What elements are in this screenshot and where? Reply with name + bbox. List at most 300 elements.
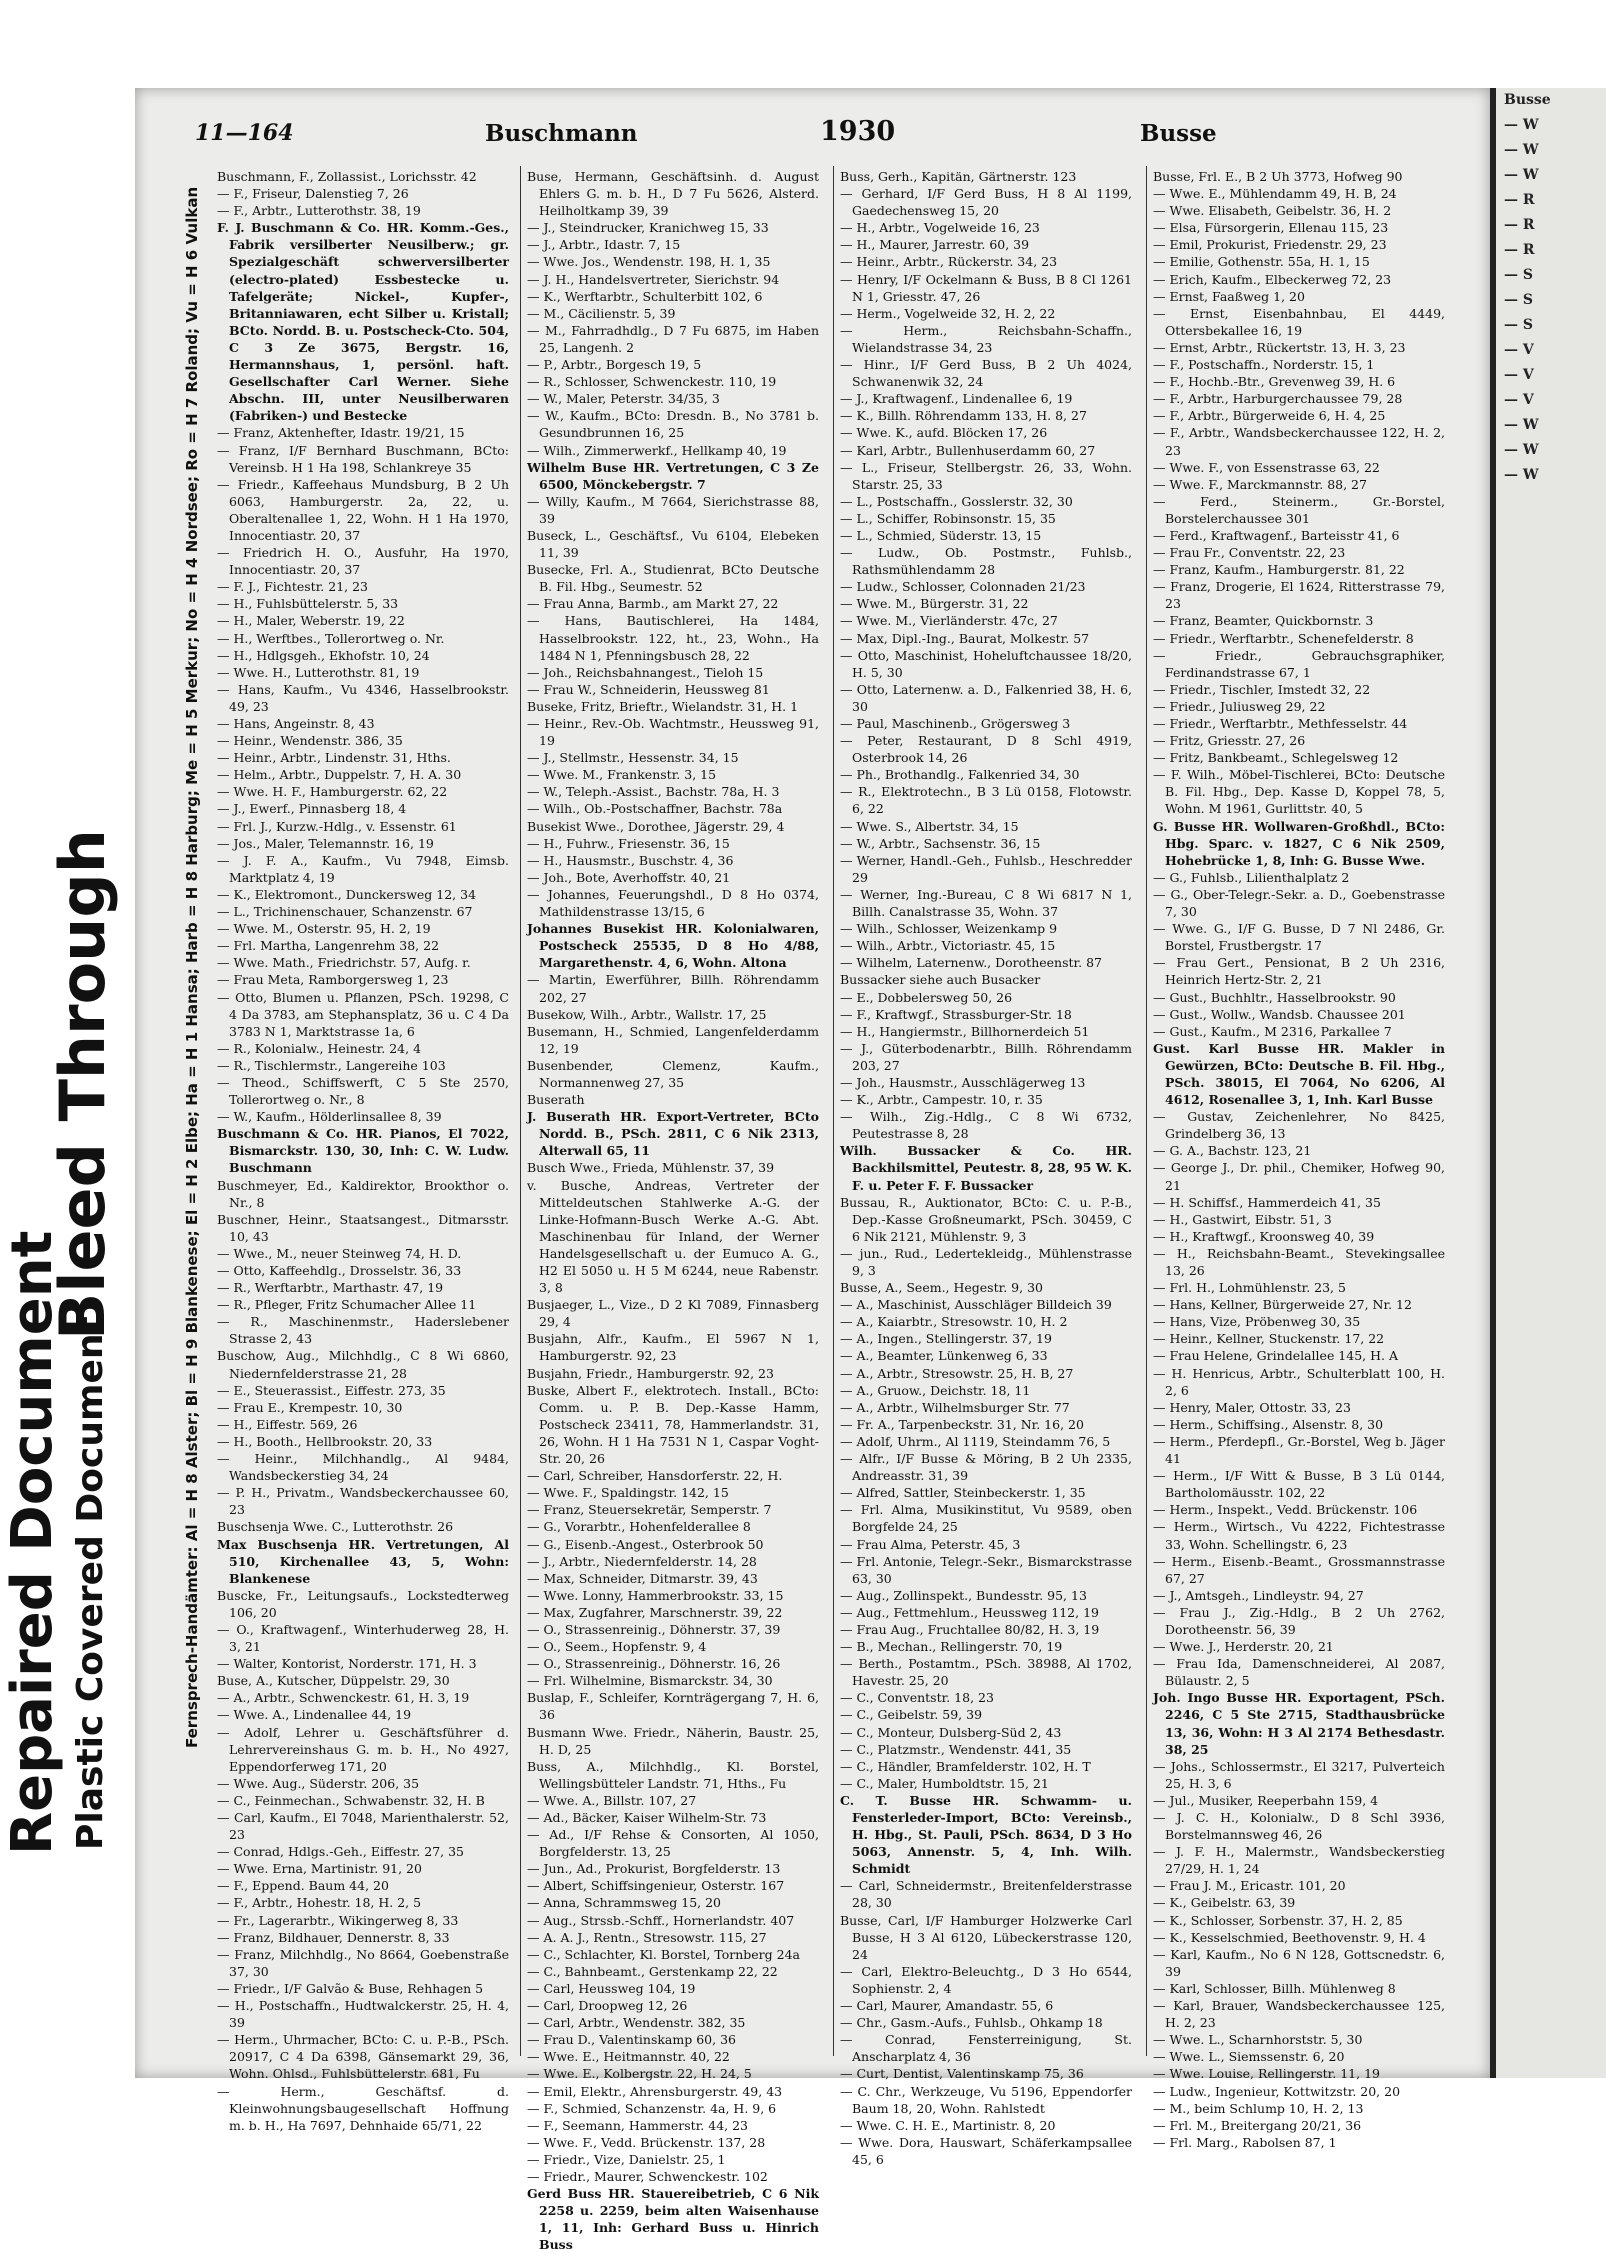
adjacent-page-fragment: — W xyxy=(1504,167,1539,183)
adjacent-page-fragment: — S xyxy=(1504,292,1533,308)
directory-entry: — Frau Fr., Conventstr. 22, 23 xyxy=(1153,545,1346,561)
directory-entry: Busmann Wwe. Friedr., Näherin, Baustr. 25, H. D, 25 xyxy=(527,1724,819,1757)
directory-entry: — Wwe. S., Albertstr. 34, 15 xyxy=(840,818,1019,834)
directory-entry: — Karl, Arbtr., Bullenhuserdamm 60, 27 xyxy=(840,442,1096,458)
directory-entry: G. Busse HR. Wollwaren-Großhdl., BCto: Hbg. Sparc. v. 1827, C 6 Nik 2509, Hohebrücke 1, 8, Inh: G. Busse Wwe. xyxy=(1153,818,1445,868)
directory-entry: — W., Arbtr., Sachsenstr. 36, 15 xyxy=(840,835,1041,851)
directory-entry: — C., Monteur, Dulsberg-Süd 2, 43 xyxy=(840,1724,1062,1740)
directory-entry: Busse, A., Seem., Hegestr. 9, 30 xyxy=(840,1280,1043,1296)
directory-entry: — Carl, Arbtr., Wendenstr. 382, 35 xyxy=(527,2015,746,2031)
directory-entry: — Wilh., Zimmerwerkf., Hellkamp 40, 19 xyxy=(527,442,787,458)
directory-entry: — A., Gruow., Deichstr. 18, 11 xyxy=(840,1382,1031,1398)
directory-entry: — H. Schiffsf., Hammerdeich 41, 35 xyxy=(1153,1194,1381,1210)
directory-entry: Busekist Wwe., Dorothee, Jägerstr. 29, 4 xyxy=(527,818,785,834)
directory-entry: — R., Kolonialw., Heinestr. 24, 4 xyxy=(217,1040,422,1056)
directory-entry: Gerd Buss HR. Stauereibetrieb, C 6 Nik 2258 u. 2259, beim alten Waisenhause 1, 11, Inh: Gerhard Buss u. Hinrich Buss xyxy=(527,2186,819,2253)
directory-entry: — Hans, Kaufm., Vu 4346, Hasselbrookstr. 49, 23 xyxy=(217,681,509,714)
directory-entry: — C. Chr., Werkzeuge, Vu 5196, Eppendorfer Baum 18, 20, Wohn. Rahlstedt xyxy=(840,2083,1132,2116)
directory-entry: — Herm., Reichsbahn-Schaffn., Wielandstrasse 34, 23 xyxy=(840,322,1132,355)
adjacent-page-fragment: — W xyxy=(1504,142,1539,158)
directory-entry: — Albert, Schiffsingenieur, Osterstr. 167 xyxy=(527,1878,785,1894)
directory-entry: — Heinr., Arbtr., Lindenstr. 31, Hths. xyxy=(217,750,451,766)
directory-entry: — Ph., Brothandlg., Falkenried 34, 30 xyxy=(840,767,1080,783)
directory-entry: — Emil, Prokurist, Friedenstr. 29, 23 xyxy=(1153,237,1387,253)
directory-entry: — Wwe. J., Herderstr. 20, 21 xyxy=(1153,1639,1334,1655)
directory-entry: — Wilhelm, Laternenw., Dorotheenstr. 87 xyxy=(840,955,1102,971)
directory-entry: — Hans, Bautischlerei, Ha 1484, Hasselbrookstr. 122, ht., 23, Wohn., Ha 1484 N 1, Pfenningsbusch 28, 22 xyxy=(527,613,819,663)
directory-entry: — Fr., Lagerarbtr., Wikingerweg 8, 33 xyxy=(217,1912,459,1928)
directory-entry: — Ernst, Eisenbahnbau, El 4449, Ottersbekallee 16, 19 xyxy=(1153,305,1445,338)
directory-entry: Buschow, Aug., Milchhdlg., C 8 Wi 6860, Niedernfelderstrasse 21, 28 xyxy=(217,1348,509,1381)
directory-entry: — Elsa, Fürsorgerin, Ellenau 115, 23 xyxy=(1153,220,1389,236)
directory-entry: — G., Eisenb.-Angest., Osterbrook 50 xyxy=(527,1536,764,1552)
directory-entry: — W., Kaufm., Hölderlinsallee 8, 39 xyxy=(217,1109,442,1125)
directory-entry: — Wwe. C. H. E., Martinistr. 8, 20 xyxy=(840,2117,1056,2133)
page-number: 11—164 xyxy=(195,120,294,146)
directory-entry: — A., Arbtr., Stresowstr. 25, H. B, 27 xyxy=(840,1365,1074,1381)
directory-entry: — Karl, Kaufm., No 6 N 128, Gottscnedstr. 6, 39 xyxy=(1153,1946,1445,1979)
directory-entry: — Gust., Wollw., Wandsb. Chaussee 201 xyxy=(1153,1006,1406,1022)
directory-entry: — Alfr., I/F Busse & Möring, B 2 Uh 2335, Andreasstr. 31, 39 xyxy=(840,1451,1132,1484)
directory-entry: — Frau J., Zig.-Hdlg., B 2 Uh 2762, Dorotheenstr. 56, 39 xyxy=(1153,1604,1445,1637)
directory-entry: — Ferd., Steinerm., Gr.-Borstel, Borstelerchaussee 301 xyxy=(1153,493,1445,526)
directory-entry: — Chr., Gasm.-Aufs., Fuhlsb., Ohkamp 18 xyxy=(840,2015,1103,2031)
directory-entry: — W., Kaufm., BCto: Dresdn. B., No 3781 b. Gesundbrunnen 16, 25 xyxy=(527,408,819,441)
directory-entry: — F., Arbtr., Hohestr. 18, H. 2, 5 xyxy=(217,1895,422,1911)
directory-entry: — Heinr., Wendenstr. 386, 35 xyxy=(217,733,403,749)
directory-entry: — R., Schlosser, Schwenckestr. 110, 19 xyxy=(527,374,777,390)
directory-entry: — Wwe. Dora, Hauswart, Schäferkampsallee 45, 6 xyxy=(840,2134,1132,2167)
directory-entry: — Karl, Brauer, Wandsbeckerchaussee 125, H. 2, 23 xyxy=(1153,1998,1445,2031)
directory-entry: — Aug., Zollinspekt., Bundesstr. 95, 13 xyxy=(840,1587,1087,1603)
directory-entry: — Fritz, Griesstr. 27, 26 xyxy=(1153,733,1306,749)
directory-entry: — L., Trichinenschauer, Schanzenstr. 67 xyxy=(217,904,473,920)
directory-entry: — Herm., Uhrmacher, BCto: C. u. P.-B., PSch. 20917, C 4 Da 6398, Gänsemarkt 29, 36, Wohn. Ohlsd., Fuhlsbüttelerstr. 681, Fu xyxy=(217,2032,509,2082)
directory-entry: — Wwe. Jos., Wendenstr. 198, H. 1, 35 xyxy=(527,254,771,270)
directory-entry: — Frau D., Valentinskamp 60, 36 xyxy=(527,2032,736,2048)
directory-entry: — Max, Schneider, Ditmarstr. 39, 43 xyxy=(527,1570,758,1586)
telephone-exchange-legend-text: Fernsprech-Handämter: Al = H 8 Alster; Bl = H 9 Blankenese; El = H 2 Elbe; Ha = H 1 Hansa; Harb = H 8 Harburg; Me = H 5 Merkur; No = H 4 Nordsee; Ro = H 7 Roland; Vu = H 6 Vulkan xyxy=(183,186,201,1748)
directory-entry: — L., Schiffer, Robinsonstr. 15, 35 xyxy=(840,510,1056,526)
directory-entry: — Wwe. A., Billstr. 107, 27 xyxy=(527,1792,697,1808)
directory-entry: — Frau J. M., Ericastr. 101, 20 xyxy=(1153,1878,1346,1894)
directory-entry: Buss, A., Milchhdlg., Kl. Borstel, Wellingsbütteler Landstr. 71, Hths., Fu xyxy=(527,1758,819,1791)
directory-entry: Busjaeger, L., Vize., D 2 Kl 7089, Finnasberg 29, 4 xyxy=(527,1297,819,1330)
directory-entry: Buscke, Fr., Leitungsaufs., Lockstedterweg 106, 20 xyxy=(217,1587,509,1620)
directory-entry: — Emil, Elektr., Ahrensburgerstr. 49, 43 xyxy=(527,2083,783,2099)
directory-entry: — Gustav, Zeichenlehrer, No 8425, Grindelberg 36, 13 xyxy=(1153,1109,1445,1142)
directory-entry: Busjahn, Friedr., Hamburgerstr. 92, 23 xyxy=(527,1365,774,1381)
directory-entry: — Wwe. L., Scharnhorststr. 5, 30 xyxy=(1153,2032,1363,2048)
directory-entry: — F., Seemann, Hammerstr. 44, 23 xyxy=(527,2117,749,2133)
directory-entry: — H., Werftbes., Tollerortweg o. Nr. xyxy=(217,630,445,646)
directory-entry: — Otto, Kaffeehdlg., Drosselstr. 36, 33 xyxy=(217,1263,462,1278)
directory-entry: — L., Schmied, Süderstr. 13, 15 xyxy=(840,527,1042,543)
directory-entry: Busecke, Frl. A., Studienrat, BCto Deutsche B. Fil. Hbg., Seumestr. 52 xyxy=(527,562,819,595)
directory-entry: — H., Arbtr., Vogelweide 16, 23 xyxy=(840,220,1040,236)
directory-entry: — Friedr., Kaffeehaus Mundsburg, B 2 Uh 6063, Hamburgerstr. 2a, 22, u. Oberaltenallee 1, 22, Wohn. H 1 Ha 1970, Innocentiastr. 20, 37 xyxy=(217,476,509,543)
directory-entry: — H., Booth., Hellbrookstr. 20, 33 xyxy=(217,1433,433,1449)
directory-entry: — Carl, Droopweg 12, 26 xyxy=(527,1998,688,2014)
directory-entry: — Conrad, Fensterreinigung, St. Anscharplatz 4, 36 xyxy=(840,2032,1132,2065)
directory-entry: Wilh. Bussacker & Co. HR. Backhilsmittel, Peutestr. 8, 28, 95 W. K. F. u. Peter F. F. Bussacker xyxy=(840,1143,1132,1193)
directory-entry: — Helm., Arbtr., Duppelstr. 7, H. A. 30 xyxy=(217,767,462,783)
directory-entry: — Heinr., Arbtr., Rückerstr. 34, 23 xyxy=(840,254,1058,270)
directory-entry: Busch Wwe., Frieda, Mühlenstr. 37, 39 xyxy=(527,1160,775,1176)
directory-entry: — Frau Anna, Barmb., am Markt 27, 22 xyxy=(527,596,779,612)
directory-entry: Busenbender, Clemenz, Kaufm., Normannenweg 27, 35 xyxy=(527,1057,819,1090)
directory-entry: Buschmann & Co. HR. Pianos, El 7022, Bismarckstr. 130, 30, Inh: C. W. Ludw. Buschmann xyxy=(217,1126,509,1176)
directory-entry: — Wwe. A., Lindenallee 44, 19 xyxy=(217,1707,412,1723)
adjacent-page-fragment: — W xyxy=(1504,117,1539,133)
directory-entry: — Carl, Maurer, Amandastr. 55, 6 xyxy=(840,1998,1054,2014)
directory-entry: — A., Kaiarbtr., Stresowstr. 10, H. 2 xyxy=(840,1314,1068,1330)
directory-entry: — Friedr., Vize, Danielstr. 25, 1 xyxy=(527,2151,726,2167)
directory-entry: — Otto, Maschinist, Hoheluftchaussee 18/20, H. 5, 30 xyxy=(840,647,1132,680)
directory-entry: — H., Maurer, Jarrestr. 60, 39 xyxy=(840,237,1030,253)
directory-entry: — F., Arbtr., Harburgerchaussee 79, 28 xyxy=(1153,391,1403,407)
directory-entry: — Ernst, Arbtr., Rückertstr. 13, H. 3, 23 xyxy=(1153,339,1406,355)
directory-entry: — Hans, Vize, Pröbenweg 30, 35 xyxy=(1153,1314,1361,1330)
directory-entry: — A., Arbtr., Wilhelmsburger Str. 77 xyxy=(840,1399,1070,1415)
directory-entry: — Wilh., Zig.-Hdlg., C 8 Wi 6732, Peutestrasse 8, 28 xyxy=(840,1109,1132,1142)
directory-entry: — P. H., Privatm., Wandsbeckerchaussee 60, 23 xyxy=(217,1485,509,1518)
directory-entry: — Herm., Wirtsch., Vu 4222, Fichtestrasse 33, Wohn. Schellingstr. 6, 23 xyxy=(1153,1519,1445,1552)
directory-entry: — Wwe. H., Lutterothstr. 81, 19 xyxy=(217,664,420,680)
directory-entry: Bussacker siehe auch Busacker xyxy=(840,972,1041,988)
directory-entry: — Gerhard, I/F Gerd Buss, H 8 Al 1199, Gaedechensweg 15, 20 xyxy=(840,186,1132,219)
directory-entry: — Hans, Kellner, Bürgerweide 27, Nr. 12 xyxy=(1153,1297,1412,1313)
directory-entry: — Frau E., Krempestr. 10, 30 xyxy=(217,1399,403,1415)
directory-entry: — Wwe. H. F., Hamburgerstr. 62, 22 xyxy=(217,784,448,800)
directory-entry: — H., Maler, Weberstr. 19, 22 xyxy=(217,613,405,629)
directory-entry: — Emilie, Gothenstr. 55a, H. 1, 15 xyxy=(1153,254,1370,270)
margin-note-bleed-through: Bleed Through xyxy=(46,829,119,1340)
directory-entry: — Werner, Handl.-Geh., Fuhlsb., Heschredder 29 xyxy=(840,852,1132,885)
directory-entry: — Wwe. F., Spaldingstr. 142, 15 xyxy=(527,1485,729,1501)
directory-entry: — F. J., Fichtestr. 21, 23 xyxy=(217,579,368,595)
directory-entry: — Wwe. Erna, Martinistr. 91, 20 xyxy=(217,1861,422,1877)
directory-entry: — Otto, Laternenw. a. D., Falkenried 38, H. 6, 30 xyxy=(840,681,1132,714)
directory-entry: — Wwe. M., Osterstr. 95, H. 2, 19 xyxy=(217,921,431,937)
directory-entry: — C., Maler, Humboldtstr. 15, 21 xyxy=(840,1775,1049,1791)
directory-entry: — jun., Rud., Ledertekleidg., Mühlenstrasse 9, 3 xyxy=(840,1245,1132,1278)
directory-entry: — C., Platzmstr., Wendenstr. 441, 35 xyxy=(840,1741,1072,1757)
directory-entry: — E., Dobbelersweg 50, 26 xyxy=(840,989,1013,1005)
directory-entry: Buseck, L., Geschäftsf., Vu 6104, Elebeken 11, 39 xyxy=(527,527,819,561)
directory-entry: — Wwe. Lonny, Hammerbrookstr. 33, 15 xyxy=(527,1587,784,1603)
directory-entry: — Frau Alma, Peterstr. 45, 3 xyxy=(840,1536,1021,1552)
adjacent-page-fragment: — W xyxy=(1504,442,1539,458)
directory-entry: — Max, Dipl.-Ing., Baurat, Molkestr. 57 xyxy=(840,630,1090,646)
directory-entry: — Franz, Steuersekretär, Semperstr. 7 xyxy=(527,1502,772,1518)
directory-entry: — Wwe. Aug., Süderstr. 206, 35 xyxy=(217,1775,420,1791)
directory-entry: — F., Hochb.-Btr., Grevenweg 39, H. 6 xyxy=(1153,374,1396,390)
directory-entry: — Franz, Kaufm., Hamburgerstr. 81, 22 xyxy=(1153,562,1405,578)
directory-entry: — F., Eppend. Baum 44, 20 xyxy=(217,1878,389,1894)
directory-entry: — Friedr., Werftarbtr., Schenefelderstr. 8 xyxy=(1153,630,1414,646)
directory-entry: — H., Hdlgsgeh., Ekhofstr. 10, 24 xyxy=(217,647,430,663)
column-rule xyxy=(520,166,521,2056)
directory-entry: — H., Fuhlsbüttelerstr. 5, 33 xyxy=(217,596,399,612)
directory-entry: — H., Reichsbahn-Beamt., Stevekingsallee 13, 26 xyxy=(1153,1245,1445,1278)
directory-entry: — R., Werftarbtr., Marthastr. 47, 19 xyxy=(217,1280,444,1296)
directory-entry: — Aug., Strssb.-Schff., Hornerlandstr. 407 xyxy=(527,1912,795,1928)
directory-entry: — Wwe. Elisabeth, Geibelstr. 36, H. 2 xyxy=(1153,203,1392,219)
directory-entry: — Otto, Blumen u. Pflanzen, PSch. 19298, C 4 Da 3783, am Stephansplatz, 36 u. C 4 Da 3783 N 1, Marktstrasse 1a, 6 xyxy=(217,989,509,1039)
directory-entry: — A., Arbtr., Schwenckestr. 61, H. 3, 19 xyxy=(217,1690,470,1706)
directory-entry: — K., Werftarbtr., Schulterbitt 102, 6 xyxy=(527,288,763,304)
directory-entry: — E., Steuerassist., Eiffestr. 273, 35 xyxy=(217,1382,446,1398)
directory-entry: — Heinr., Kellner, Stuckenstr. 17, 22 xyxy=(1153,1331,1385,1347)
directory-entry: — George J., Dr. phil., Chemiker, Hofweg 90, 21 xyxy=(1153,1160,1445,1193)
header-year: 1930 xyxy=(820,116,896,147)
adjacent-page-fragment: Busse xyxy=(1504,92,1551,108)
directory-entry: — Jul., Musiker, Reeperbahn 159, 4 xyxy=(1153,1792,1379,1808)
adjacent-page-fragment: — V xyxy=(1504,367,1534,383)
directory-entry: Buschmann, F., Zollassist., Lorichsstr. 42 xyxy=(217,169,477,184)
directory-entry: Buserath xyxy=(527,1092,585,1108)
directory-entry: — Wwe. M., Bürgerstr. 31, 22 xyxy=(840,596,1029,612)
directory-entry: — J. F. H., Malermstr., Wandsbeckerstieg 27/29, H. 1, 24 xyxy=(1153,1844,1445,1877)
directory-entry: — Ad., I/F Rehse & Consorten, Al 1050, Borgfelderstr. 13, 25 xyxy=(527,1827,819,1860)
directory-entry: Buse, Hermann, Geschäftsinh. d. August Ehlers G. m. b. H., D 7 Fu 5626, Alsterd. Heilholtkamp 39, 39 xyxy=(527,169,819,219)
directory-entry: — Wwe. E., Kolbergstr. 22, H. 24, 5 xyxy=(527,2066,752,2082)
directory-entry: — K., Elektromont., Dunckersweg 12, 34 xyxy=(217,886,477,902)
directory-entry: — R., Pfleger, Fritz Schumacher Allee 11 xyxy=(217,1297,477,1313)
directory-entry: — C., Händler, Bramfelderstr. 102, H. T xyxy=(840,1758,1091,1774)
directory-entry: — C., Geibelstr. 59, 39 xyxy=(840,1707,983,1723)
directory-entry: Busekow, Wilh., Arbtr., Wallstr. 17, 25 xyxy=(527,1006,767,1022)
directory-entry: Joh. Ingo Busse HR. Exportagent, PSch. 2246, C 5 Ste 2715, Stadthausbrücke 13, 36, Wohn: H 3 Al 2174 Bethesdastr. 38, 25 xyxy=(1153,1690,1445,1757)
directory-entry: — Wwe., M., neuer Steinweg 74, H. D. xyxy=(217,1245,462,1261)
directory-entry: — Wwe. K., aufd. Blöcken 17, 26 xyxy=(840,425,1048,441)
directory-entry: Johannes Busekist HR. Kolonialwaren, Postscheck 25535, D 8 Ho 4/88, Margarethenstr. 4, 6, Wohn. Altona xyxy=(527,921,819,971)
directory-entry: — Max, Zugfahrer, Marschnerstr. 39, 22 xyxy=(527,1604,783,1620)
directory-entry: — J., Kraftwagenf., Lindenallee 6, 19 xyxy=(840,391,1073,407)
directory-entry: — Joh., Bote, Averhoffstr. 40, 21 xyxy=(527,869,731,885)
directory-entry: — Wwe. Math., Friedrichstr. 57, Aufg. r. xyxy=(217,955,471,971)
directory-entry: — G., Vorarbtr., Hohenfelderallee 8 xyxy=(527,1519,751,1535)
directory-entry: — Gust., Buchhltr., Hasselbrookstr. 90 xyxy=(1153,989,1396,1005)
adjacent-page-fragment: — W xyxy=(1504,467,1539,483)
directory-entry: — Aug., Fettmehlum., Heussweg 112, 19 xyxy=(840,1604,1099,1620)
directory-entry: Busjahn, Alfr., Kaufm., El 5967 N 1, Hamburgerstr. 92, 23 xyxy=(527,1331,819,1364)
directory-entry: Bussau, R., Auktionator, BCto: C. u. P.-B., Dep.-Kasse Großneumarkt, PSch. 30459, C 6 Nik 2121, Mühlenstr. 9, 3 xyxy=(840,1194,1132,1244)
directory-entry: — Wilh., Ob.-Postschaffner, Bachstr. 78a xyxy=(527,801,783,817)
page-header xyxy=(195,116,1275,156)
directory-entry: — Jos., Maler, Telemannstr. 16, 19 xyxy=(217,835,434,851)
margin-note-repaired: Repaired Document xyxy=(0,1230,65,1855)
header-last-name: Busse xyxy=(1140,120,1217,147)
directory-entry: — W., Maler, Peterstr. 34/35, 3 xyxy=(527,391,720,407)
directory-entry: — Conrad, Hdlgs.-Geh., Eiffestr. 27, 35 xyxy=(217,1844,465,1860)
directory-entry: — Karl, Schlosser, Billh. Mühlenweg 8 xyxy=(1153,1980,1396,1996)
directory-entry: — Herm., Eisenb.-Beamt., Grossmannstrasse 67, 27 xyxy=(1153,1553,1445,1586)
directory-entry: — Wilh., Schlosser, Weizenkamp 9 xyxy=(840,921,1058,937)
directory-entry: — F., Friseur, Dalenstieg 7, 26 xyxy=(217,186,409,202)
directory-entry: — Carl, Heussweg 104, 19 xyxy=(527,1980,696,1996)
directory-entry: — Friedr., Tischler, Imstedt 32, 22 xyxy=(1153,681,1371,697)
directory-entry: Busse, Carl, I/F Hamburger Holzwerke Carl Busse, H 3 Al 6120, Lübeckerstrasse 120, 24 xyxy=(840,1912,1132,1962)
directory-entry: — J. F. A., Kaufm., Vu 7948, Eimsb. Marktplatz 4, 19 xyxy=(217,852,509,885)
directory-entry: — F., Arbtr., Wandsbeckerchaussee 122, H. 2, 23 xyxy=(1153,425,1445,458)
directory-entry: — C., Conventstr. 18, 23 xyxy=(840,1690,994,1706)
adjacent-page-fragment: — S xyxy=(1504,317,1533,333)
directory-entry: Buschsenja Wwe. C., Lutterothstr. 26 xyxy=(217,1519,454,1535)
directory-entry: — Carl, Kaufm., El 7048, Marienthalerstr. 52, 23 xyxy=(217,1810,509,1843)
directory-entry: — Frl. Marg., Rabolsen 87, 1 xyxy=(1153,2134,1337,2150)
column-rule xyxy=(1146,166,1147,2056)
directory-entry: — H., Eiffestr. 569, 26 xyxy=(217,1416,358,1432)
directory-entry: — C., Feinmechan., Schwabenstr. 32, H. B xyxy=(217,1792,485,1808)
directory-entry: — G. A., Bachstr. 123, 21 xyxy=(1153,1143,1312,1159)
directory-entry: — Curt, Dentist, Valentinskamp 75, 36 xyxy=(840,2066,1084,2082)
directory-entry: — Wwe. E., Mühlendamm 49, H. B, 24 xyxy=(1153,186,1397,202)
directory-entry: v. Busche, Andreas, Vertreter der Mitteldeutschen Stahlwerke A.-G. der Linke-Hofmann-Busch Werke A.-G. Abt. Maschinenbau für Inland, der Werner Handelsgesellschaft u. der Eumuco A. G., H2 El 5050 u. H 5 M 6244, neue Rabenstr. 3, 8 xyxy=(527,1177,819,1296)
telephone-exchange-legend xyxy=(183,186,211,1748)
directory-entry: Buss, Gerh., Kapitän, Gärtnerstr. 123 xyxy=(840,169,1077,184)
directory-entry: — Frau W., Schneiderin, Heussweg 81 xyxy=(527,681,770,697)
directory-entry: — Joh., Hausmstr., Ausschlägerweg 13 xyxy=(840,1074,1086,1090)
directory-entry: — Herm., Schiffsing., Alsenstr. 8, 30 xyxy=(1153,1416,1384,1432)
directory-column-3 xyxy=(840,168,1132,2167)
directory-entry: — Martin, Ewerführer, Billh. Röhrendamm 202, 27 xyxy=(527,972,819,1005)
directory-entry: — F., Arbtr., Bürgerweide 6, H. 4, 25 xyxy=(1153,408,1386,424)
adjacent-page-fragment: — R xyxy=(1504,192,1535,208)
directory-entry: — Frl. Wilhelmine, Bismarckstr. 34, 30 xyxy=(527,1673,773,1689)
directory-entry: — Carl, Schreiber, Hansdorferstr. 22, H. xyxy=(527,1468,783,1484)
directory-entry: Max Buschsenja HR. Vertretungen, Al 510, Kirchenallee 43, 5, Wohn: Blankenese xyxy=(217,1536,509,1586)
directory-entry: — O., Kraftwagenf., Winterhuderweg 28, H. 3, 21 xyxy=(217,1621,509,1655)
directory-entry: — J., Arbtr., Idastr. 7, 15 xyxy=(527,237,681,253)
directory-entry: — Franz, Aktenhefter, Idastr. 19/21, 15 xyxy=(217,425,465,441)
directory-entry: — Frl. Martha, Langenrehm 38, 22 xyxy=(217,938,440,954)
adjacent-page-fragment: — V xyxy=(1504,342,1534,358)
directory-entry: — Ludw., Ob. Postmstr., Fuhlsb., Rathsmühlendamm 28 xyxy=(840,545,1132,578)
directory-entry: — P., Arbtr., Borgesch 19, 5 xyxy=(527,357,702,373)
directory-entry: — H., Postschaffn., Hudtwalckerstr. 25, H. 4, 39 xyxy=(217,1998,509,2031)
directory-entry: Wilhelm Buse HR. Vertretungen, C 3 Ze 6500, Mönckebergstr. 7 xyxy=(527,459,819,492)
directory-entry: — Friedr., Werftarbtr., Methfesselstr. 44 xyxy=(1153,716,1408,731)
adjacent-page-fragment: — W xyxy=(1504,417,1539,433)
directory-entry: — Friedr., I/F Galvão & Buse, Rehhagen 5 xyxy=(217,1980,484,1996)
directory-entry: — Wwe. F., von Essenstrasse 63, 22 xyxy=(1153,459,1380,475)
directory-entry: — Frl. Alma, Musikinstitut, Vu 9589, oben Borgfelde 24, 25 xyxy=(840,1502,1132,1535)
directory-entry: — Fritz, Bankbeamt., Schlegelsweg 12 xyxy=(1153,750,1399,766)
directory-entry: — C., Bahnbeamt., Gerstenkamp 22, 22 xyxy=(527,1963,778,1979)
directory-entry: — Willy, Kaufm., M 7664, Sierichstrasse 88, 39 xyxy=(527,493,819,526)
directory-column-4 xyxy=(1153,168,1445,2150)
directory-entry: — Berth., Postamtm., PSch. 38988, Al 1702, Havestr. 25, 20 xyxy=(840,1656,1132,1689)
directory-entry: — Fr. A., Tarpenbeckstr. 31, Nr. 16, 20 xyxy=(840,1416,1084,1432)
directory-entry: — Frl. Antonie, Telegr.-Sekr., Bismarckstrasse 63, 30 xyxy=(840,1553,1132,1586)
adjacent-page-fragment: — R xyxy=(1504,217,1535,233)
directory-entry: — W., Teleph.-Assist., Bachstr. 78a, H. 3 xyxy=(527,784,780,800)
directory-entry: — Johannes, Feuerungshdl., D 8 Ho 0374, Mathildenstrasse 13/15, 6 xyxy=(527,886,819,920)
directory-entry: — R., Tischlermstr., Langereihe 103 xyxy=(217,1057,446,1073)
directory-entry: — Frau Aug., Fruchtallee 80/82, H. 3, 19 xyxy=(840,1621,1100,1637)
directory-entry: — Wilh., Arbtr., Victoriastr. 45, 15 xyxy=(840,938,1056,954)
directory-entry: — J., Ewerf., Pinnasberg 18, 4 xyxy=(217,801,407,817)
directory-entry: — Paul, Maschinenb., Grögersweg 3 xyxy=(840,716,1071,731)
directory-entry: C. T. Busse HR. Schwamm- u. Fensterleder-Import, BCto: Vereinsb., H. Hbg., St. Pauli, PSch. 8634, D 3 Ho 5063, Annenstr. 5, 4, Inh. Wilh. Schmidt xyxy=(840,1792,1132,1877)
directory-entry: — Wwe. L., Siemssenstr. 6, 20 xyxy=(1153,2049,1345,2065)
directory-entry: — Frau Helene, Grindelallee 145, H. A xyxy=(1153,1348,1398,1364)
directory-entry: — M., beim Schlump 10, H. 2, 13 xyxy=(1153,2100,1364,2116)
directory-entry: — G., Ober-Telegr.-Sekr. a. D., Goebenstrasse 7, 30 xyxy=(1153,886,1445,920)
directory-entry: — L., Friseur, Stellbergstr. 26, 33, Wohn. Starstr. 25, 33 xyxy=(840,459,1132,492)
directory-entry: — J., Güterbodenarbtr., Billh. Röhrendamm 203, 27 xyxy=(840,1040,1132,1073)
directory-entry: — Theod., Schiffswerft, C 5 Ste 2570, Tollerortweg o. Nr., 8 xyxy=(217,1074,509,1108)
directory-entry: — Ad., Bäcker, Kaiser Wilhelm-Str. 73 xyxy=(527,1810,767,1825)
directory-entry: — Hinr., I/F Gerd Buss, B 2 Uh 4024, Schwanenwik 32, 24 xyxy=(840,357,1132,390)
column-rule xyxy=(833,166,834,2056)
directory-column-1 xyxy=(217,168,509,2133)
directory-page xyxy=(135,88,1490,2253)
directory-entry: — Anna, Schrammsweg 15, 20 xyxy=(527,1895,721,1911)
directory-entry: — Friedr., Gebrauchsgraphiker, Ferdinandstrasse 67, 1 xyxy=(1153,647,1445,680)
directory-entry: — R., Elektrotechn., B 3 Lü 0158, Flotowstr. 6, 22 xyxy=(840,784,1132,817)
directory-entry: J. Buserath HR. Export-Vertreter, BCto Nordd. B., PSch. 2811, C 6 Nik 2313, Alterwall 65, 11 xyxy=(527,1109,819,1159)
directory-entry: — Frl. M., Breitergang 20/21, 36 xyxy=(1153,2117,1362,2133)
directory-entry: — Franz, Bildhauer, Dennerstr. 8, 33 xyxy=(217,1929,450,1945)
directory-entry: — J., Amtsgeh., Lindleystr. 94, 27 xyxy=(1153,1587,1364,1603)
directory-entry: — Friedrich H. O., Ausfuhr, Ha 1970, Innocentiastr. 20, 37 xyxy=(217,545,509,578)
directory-entry: — Heinr., Milchhandlg., Al 9484, Wandsbeckerstieg 34, 24 xyxy=(217,1451,509,1484)
directory-entry: — H., Hausmstr., Buschstr. 4, 36 xyxy=(527,852,734,868)
directory-entry: — B., Mechan., Rellingerstr. 70, 19 xyxy=(840,1639,1063,1655)
directory-entry: — H., Fuhrw., Friesenstr. 36, 15 xyxy=(527,835,730,851)
directory-entry: — Friedr., Juliusweg 29, 22 xyxy=(1153,698,1326,714)
directory-entry: — Wwe. F., Vedd. Brückenstr. 137, 28 xyxy=(527,2134,766,2150)
directory-entry: Buslap, F., Schleifer, Kornträgergang 7, H. 6, 36 xyxy=(527,1690,819,1723)
directory-entry: — K., Schlosser, Sorbenstr. 37, H. 2, 85 xyxy=(1153,1912,1403,1928)
directory-entry: — C., Schlachter, Kl. Borstel, Tornberg 24a xyxy=(527,1946,800,1962)
directory-entry: — H., Hangiermstr., Billhornerdeich 51 xyxy=(840,1023,1090,1039)
directory-entry: — F., Schmied, Schanzenstr. 4a, H. 9, 6 xyxy=(527,2100,777,2116)
directory-entry: — J., Arbtr., Niedernfelderstr. 14, 28 xyxy=(527,1553,757,1569)
directory-entry: — J., Stellmstr., Hessenstr. 34, 15 xyxy=(527,750,739,766)
directory-entry: — Carl, Schneidermstr., Breitenfelderstrasse 28, 30 xyxy=(840,1878,1132,1911)
directory-entry: — O., Seem., Hopfenstr. 9, 4 xyxy=(527,1639,707,1655)
directory-entry: — Gust., Kaufm., M 2316, Parkallee 7 xyxy=(1153,1023,1392,1039)
directory-entry: — Johs., Schlossermstr., El 3217, Pulverteich 25, H. 3, 6 xyxy=(1153,1758,1445,1791)
directory-entry: — L., Postschaffn., Gosslerstr. 32, 30 xyxy=(840,493,1073,509)
margin-note-plastic-covered: Plastic Covered Document xyxy=(70,1316,111,1850)
directory-entry: — J. C. H., Kolonialw., D 8 Schl 3936, Borstelmannsweg 46, 26 xyxy=(1153,1810,1445,1843)
directory-entry: — Frau Meta, Ramborgersweg 1, 23 xyxy=(217,972,449,988)
directory-entry: — Herm., Pferdepfl., Gr.-Borstel, Weg b. Jäger 41 xyxy=(1153,1433,1445,1467)
directory-entry: — K., Billh. Röhrendamm 133, H. 8, 27 xyxy=(840,408,1087,424)
directory-entry: — Adolf, Uhrm., Al 1119, Steindamm 76, 5 xyxy=(840,1433,1111,1449)
directory-entry: — Franz, I/F Bernhard Buschmann, BCto: Vereinsb. H 1 Ha 198, Schlankreye 35 xyxy=(217,442,509,475)
directory-entry: — M., Cäcilienstr. 5, 39 xyxy=(527,305,676,321)
directory-entry: — Herm., Inspekt., Vedd. Brückenstr. 106 xyxy=(1153,1502,1418,1518)
directory-entry: — A., Maschinist, Ausschläger Billdeich 39 xyxy=(840,1297,1112,1313)
directory-entry: — Frau Gert., Pensionat, B 2 Uh 2316, Heinrich Hertz-Str. 2, 21 xyxy=(1153,955,1445,988)
directory-entry: — M., Fahrradhdlg., D 7 Fu 6875, im Haben 25, Langenh. 2 xyxy=(527,322,819,355)
directory-entry: — Wwe. F., Marckmannstr. 88, 27 xyxy=(1153,476,1367,492)
directory-entry: — Frl. H., Lohmühlenstr. 23, 5 xyxy=(1153,1280,1346,1296)
directory-entry: — Heinr., Rev.-Ob. Wachtmstr., Heussweg 91, 19 xyxy=(527,716,819,749)
directory-entry: Buseke, Fritz, Brieftr., Wielandstr. 31, H. 1 xyxy=(527,698,799,714)
directory-entry: — Wwe. G., I/F G. Busse, D 7 Nl 2486, Gr. Borstel, Frustbergstr. 17 xyxy=(1153,921,1445,954)
directory-entry: Buschner, Heinr., Staatsangest., Ditmarsstr. 10, 43 xyxy=(217,1211,509,1244)
directory-entry: — Herm., I/F Witt & Busse, B 3 Lü 0144, Bartholomäusstr. 102, 22 xyxy=(1153,1468,1445,1501)
directory-entry: — K., Kesselschmied, Beethovenstr. 9, H. 4 xyxy=(1153,1929,1426,1945)
directory-entry: — F. Wilh., Möbel-Tischlerei, BCto: Deutsche B. Fil. Hbg., Dep. Kasse D, Koppel 78, 5, Wohn. M 1961, Gurlittstr. 40, 5 xyxy=(1153,767,1445,817)
